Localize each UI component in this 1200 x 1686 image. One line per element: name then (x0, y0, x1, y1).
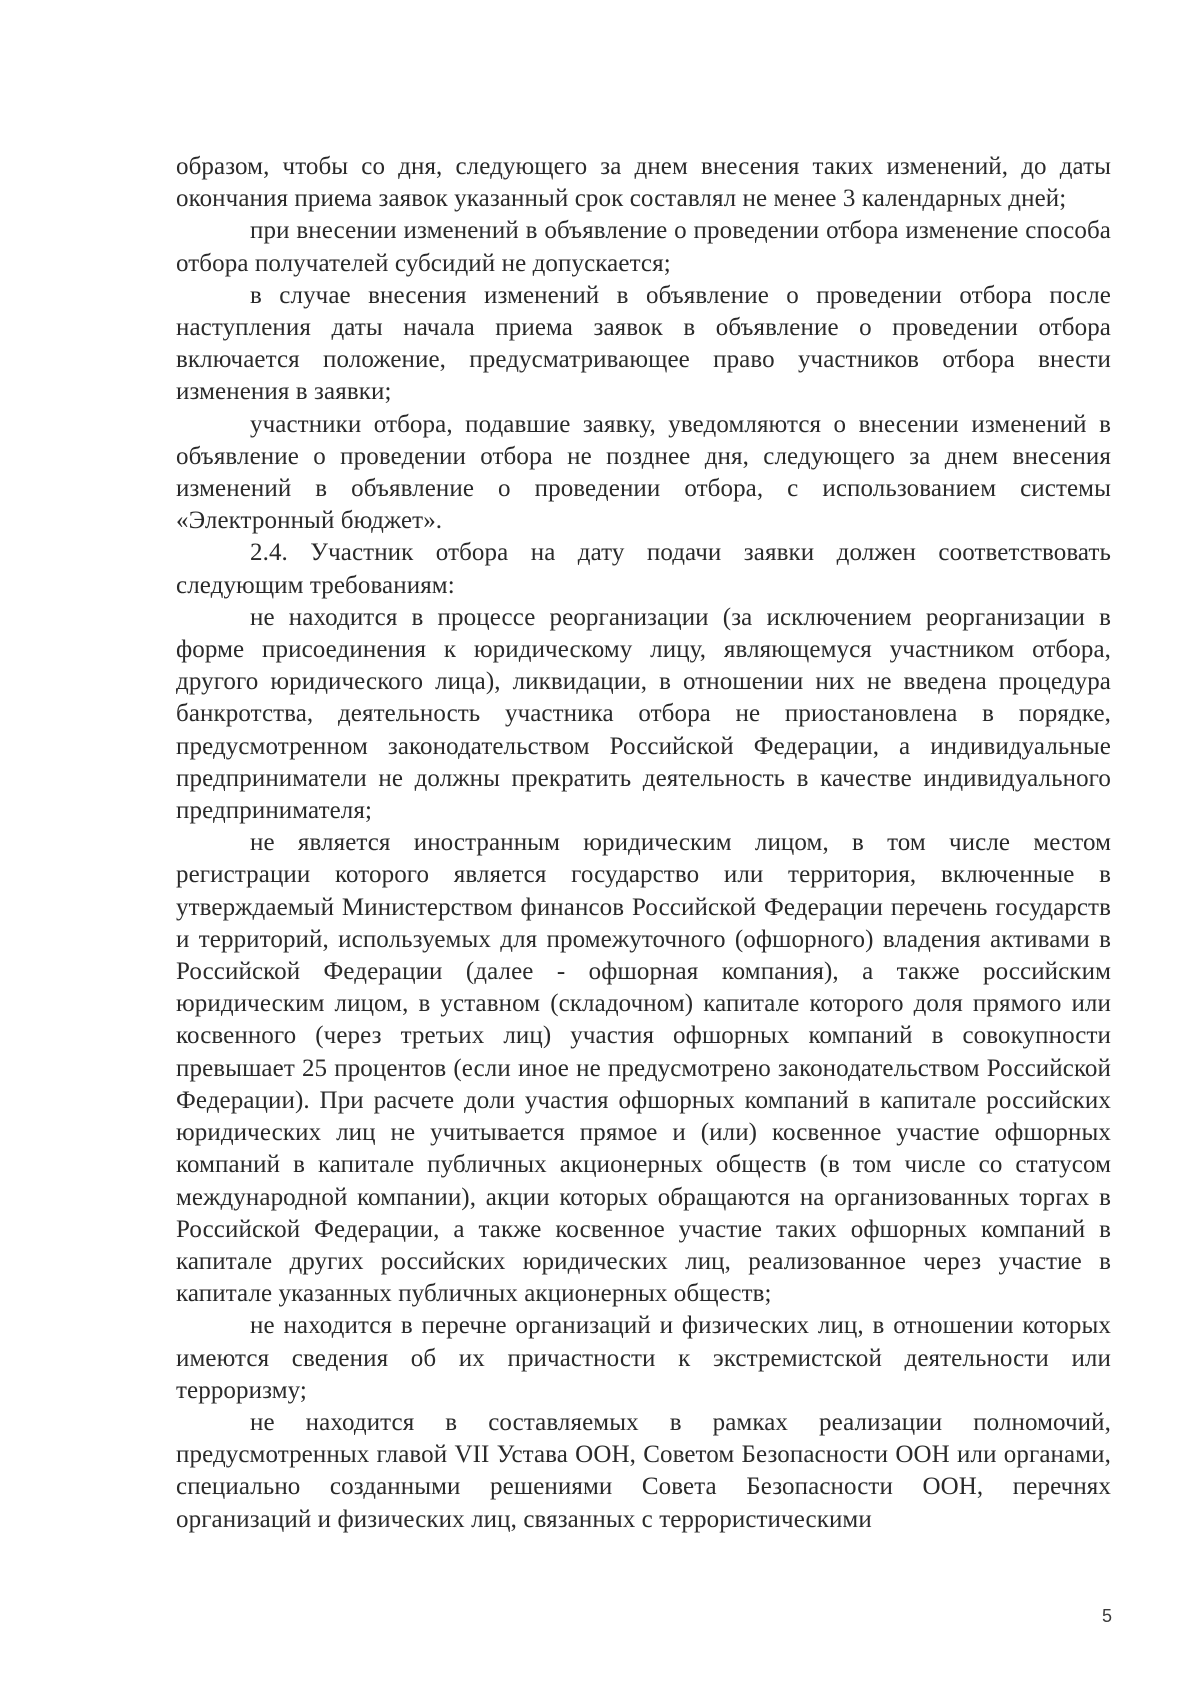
paragraph-4: участники отбора, подавшие заявку, уведомляются о внесении изменений в объявление о проведении отбора не позднее дня, следующего за днем внесения изменений в объявление о проведении отбора, с использованием системы «Электронный бюджет». (176, 410, 1111, 535)
paragraph-8: не находится в перечне организаций и физических лиц, в отношении которых имеются сведения об их причастности к экстремистской деятельности или терроризму; (176, 1312, 1111, 1404)
paragraph-1: образом, чтобы со дня, следующего за днем внесения таких изменений, до даты окончания приема заявок указанный срок составлял не менее 3 календарных дней; (176, 153, 1111, 213)
paragraph-5: 2.4. Участник отбора на дату подачи заявки должен соответствовать следующим требованиям: (176, 539, 1111, 599)
paragraph-3: в случае внесения изменений в объявление о проведении отбора после наступления даты начала приема заявок в объявление о проведении отбора включается положение, предусматривающее право участников отбора внести изменения в заявки; (176, 281, 1111, 406)
paragraph-9: не находится в составляемых в рамках реализации полномочий, предусмотренных главой VII Устава ООН, Советом Безопасности ООН или органами, специально созданными решениями Совета Безопасности ООН, перечнях организаций и физических лиц, связанных с террористическими (176, 1408, 1111, 1533)
page-number: 5 (1101, 1606, 1112, 1626)
paragraph-2: при внесении изменений в объявление о проведении отбора изменение способа отбора получателей субсидий не допускается; (176, 217, 1111, 277)
paragraph-6: не находится в процессе реорганизации (за исключением реорганизации в форме присоединения к юридическому лицу, являющемуся участником отбора, другого юридического лица), ликвидации, в отношении них не введена процедура банкротства, деятельность участника отбора не приостановлена в порядке, предусмотренном законодательством Российской Федерации, а индивидуальные предприниматели не должны прекратить деятельность в качестве индивидуального предпринимателя; (176, 603, 1111, 825)
document-body (176, 151, 1111, 1536)
paragraph-7: не является иностранным юридическим лицом, в том числе местом регистрации которого является государство или территория, включенные в утверждаемый Министерством финансов Российской Федерации перечень государств и территорий, используемых для промежуточного (офшорного) владения активами в Российской Федерации (далее - офшорная компания), а также российским юридическим лицом, в уставном (складочном) капитале которого доля прямого или косвенного (через третьих лиц) участия офшорных компаний в совокупности превышает 25 процентов (если иное не предусмотрено законодательством Российской Федерации). При расчете доли участия офшорных компаний в капитале российских юридических лиц не учитывается прямое и (или) косвенное участие офшорных компаний в капитале публичных акционерных обществ (в том числе со статусом международной компании), акции которых обращаются на организованных торгах в Российской Федерации, а также косвенное участие таких офшорных компаний в капитале других российских юридических лиц, реализованное через участие в капитале указанных публичных акционерных обществ; (176, 829, 1111, 1308)
